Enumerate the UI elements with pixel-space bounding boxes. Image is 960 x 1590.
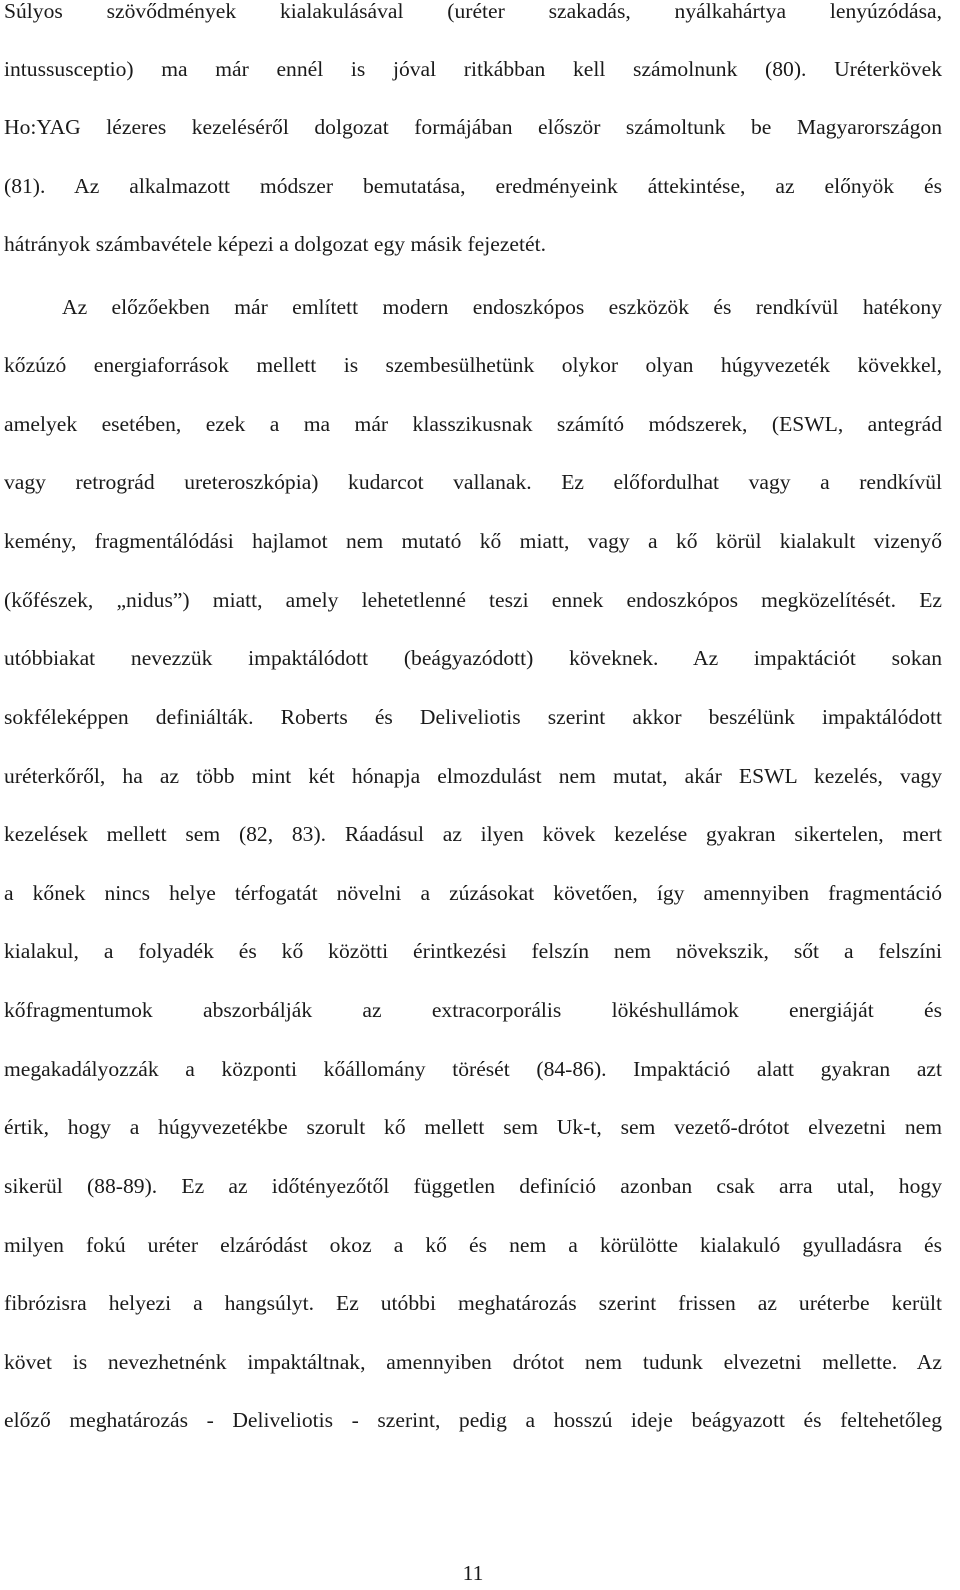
text-line: előző meghatározás - Deliveliotis - szerint, pedig a hosszú ideje beágyazott és feltehetőleg <box>4 1408 942 1432</box>
text-line: kezelések mellett sem (82, 83). Ráadásul az ilyen kövek kezelése gyakran sikertelen, mert <box>4 822 942 846</box>
text-line: vagy retrográd ureteroszkópia) kudarcot vallanak. Ez előfordulhat vagy a rendkívül <box>4 470 942 494</box>
text-line: utóbbiakat nevezzük impaktálódott (beágyazódott) köveknek. Az impaktációt sokan <box>4 646 942 670</box>
text-line: Az előzőekben már említett modern endoszkópos eszközök és rendkívül hatékony <box>62 295 942 319</box>
page-number: 11 <box>462 1561 484 1585</box>
text-line: fibrózisra helyezi a hangsúlyt. Ez utóbbi meghatározás szerint frissen az uréterbe került <box>4 1291 942 1315</box>
text-line: kemény, fragmentálódási hajlamot nem mutató kő miatt, vagy a kő körül kialakult vizenyő <box>4 529 942 553</box>
text-line: (81). Az alkalmazott módszer bemutatása, eredményeink áttekintése, az előnyök és <box>4 174 942 198</box>
text-line: követ is nevezhetnénk impaktáltnak, amennyiben drótot nem tudunk elvezetni mellette. Az <box>4 1350 942 1374</box>
text-line: uréterkőről, ha az több mint két hónapja elmozdulást nem mutat, akár ESWL kezelés, vagy <box>4 764 942 788</box>
text-line: hátrányok számbavétele képezi a dolgozat egy másik fejezetét. <box>4 232 546 256</box>
text-line: kialakul, a folyadék és kő közötti érintkezési felszín nem növekszik, sőt a felszíni <box>4 939 942 963</box>
text-line: amelyek esetében, ezek a ma már klasszikusnak számító módszerek, (ESWL, antegrád <box>4 412 942 436</box>
text-line: kőfragmentumok abszorbálják az extracorporális lökéshullámok energiáját és <box>4 998 942 1022</box>
text-line: intussusceptio) ma már ennél is jóval ritkábban kell számolnunk (80). Uréterkövek <box>4 57 942 81</box>
text-line: (kőfészek, „nidus”) miatt, amely lehetetlenné teszi ennek endoszkópos megközelítését. Ez <box>4 588 942 612</box>
text-line: sokféleképpen definiálták. Roberts és Deliveliotis szerint akkor beszélünk impaktálódott <box>4 705 942 729</box>
text-line: értik, hogy a húgyvezetékbe szorult kő mellett sem Uk-t, sem vezető-drótot elvezetni nem <box>4 1115 942 1139</box>
text-line: Ho:YAG lézeres kezeléséről dolgozat formájában először számoltunk be Magyarországon <box>4 115 942 139</box>
text-line: Súlyos szövődmények kialakulásával (uréter szakadás, nyálkahártya lenyúzódása, <box>4 0 942 23</box>
text-line: megakadályozzák a központi kőállomány törését (84-86). Impaktáció alatt gyakran azt <box>4 1057 942 1081</box>
text-line: kőzúzó energiaforrások mellett is szembesülhetünk olykor olyan húgyvezeték kövekkel, <box>4 353 942 377</box>
text-line: sikerül (88-89). Ez az időtényezőtől független definíció azonban csak arra utal, hogy <box>4 1174 942 1198</box>
text-line: milyen fokú uréter elzáródást okoz a kő és nem a körülötte kialakuló gyulladásra és <box>4 1233 942 1257</box>
text-line: a kőnek nincs helye térfogatát növelni a zúzásokat követően, így amennyiben fragmentáció <box>4 881 942 905</box>
